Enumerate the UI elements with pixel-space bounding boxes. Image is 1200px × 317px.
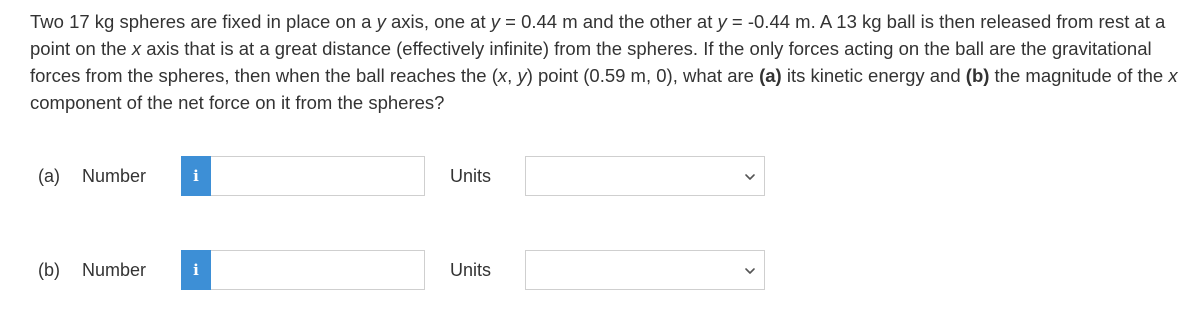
variable-y: y: [490, 11, 500, 32]
variable-y: y: [376, 11, 386, 32]
answer-row-a: [38, 156, 765, 196]
info-glyph: i: [193, 261, 199, 279]
units-label-a: Units: [450, 165, 492, 186]
question-segment: its kinetic energy and: [781, 65, 966, 86]
variable-x: x: [497, 65, 508, 86]
part-label-b: (b): [38, 259, 60, 280]
part-b-marker: (b): [965, 65, 990, 86]
question-segment: the magnitude of the: [989, 65, 1169, 86]
part-label-a: (a): [38, 165, 60, 186]
number-label-b: Number: [82, 259, 147, 280]
info-icon[interactable]: [181, 250, 211, 290]
variable-y: y: [717, 11, 727, 32]
question-segment: axis, one at: [385, 11, 491, 32]
question-segment: axis that is at a great distance (effectively infinite) from the spheres. If the only forces acting on the ball are the gravitational forces from the spheres, then when the ball reaches the (: [30, 38, 1152, 86]
units-select-b[interactable]: [525, 250, 765, 290]
variable-x: x: [1168, 65, 1178, 86]
number-input-a[interactable]: [211, 156, 425, 196]
number-input-b[interactable]: [211, 250, 425, 290]
part-a-marker: (a): [759, 65, 782, 86]
question-segment: Two 17 kg spheres are fixed in place on a: [30, 11, 377, 32]
chevron-down-icon: [744, 171, 756, 183]
units-label-b: Units: [450, 259, 492, 280]
question-segment: ,: [507, 65, 518, 86]
question-segment: = -0.44 m. A 13 kg ball is then released from rest at a point on the: [30, 11, 1166, 59]
answer-row-b: [38, 250, 765, 290]
number-label-a: Number: [82, 165, 147, 186]
question-text: [30, 8, 1180, 116]
info-icon[interactable]: [181, 156, 211, 196]
variable-x: x: [131, 38, 142, 59]
info-glyph: i: [193, 167, 199, 185]
question-segment: ) point (0.59 m, 0), what are: [526, 65, 760, 86]
question-segment: = 0.44 m and the other at: [499, 11, 718, 32]
units-select-a[interactable]: [525, 156, 765, 196]
question-segment: component of the net force on it from the spheres?: [30, 92, 445, 113]
variable-y: y: [517, 65, 527, 86]
chevron-down-icon: [744, 265, 756, 277]
